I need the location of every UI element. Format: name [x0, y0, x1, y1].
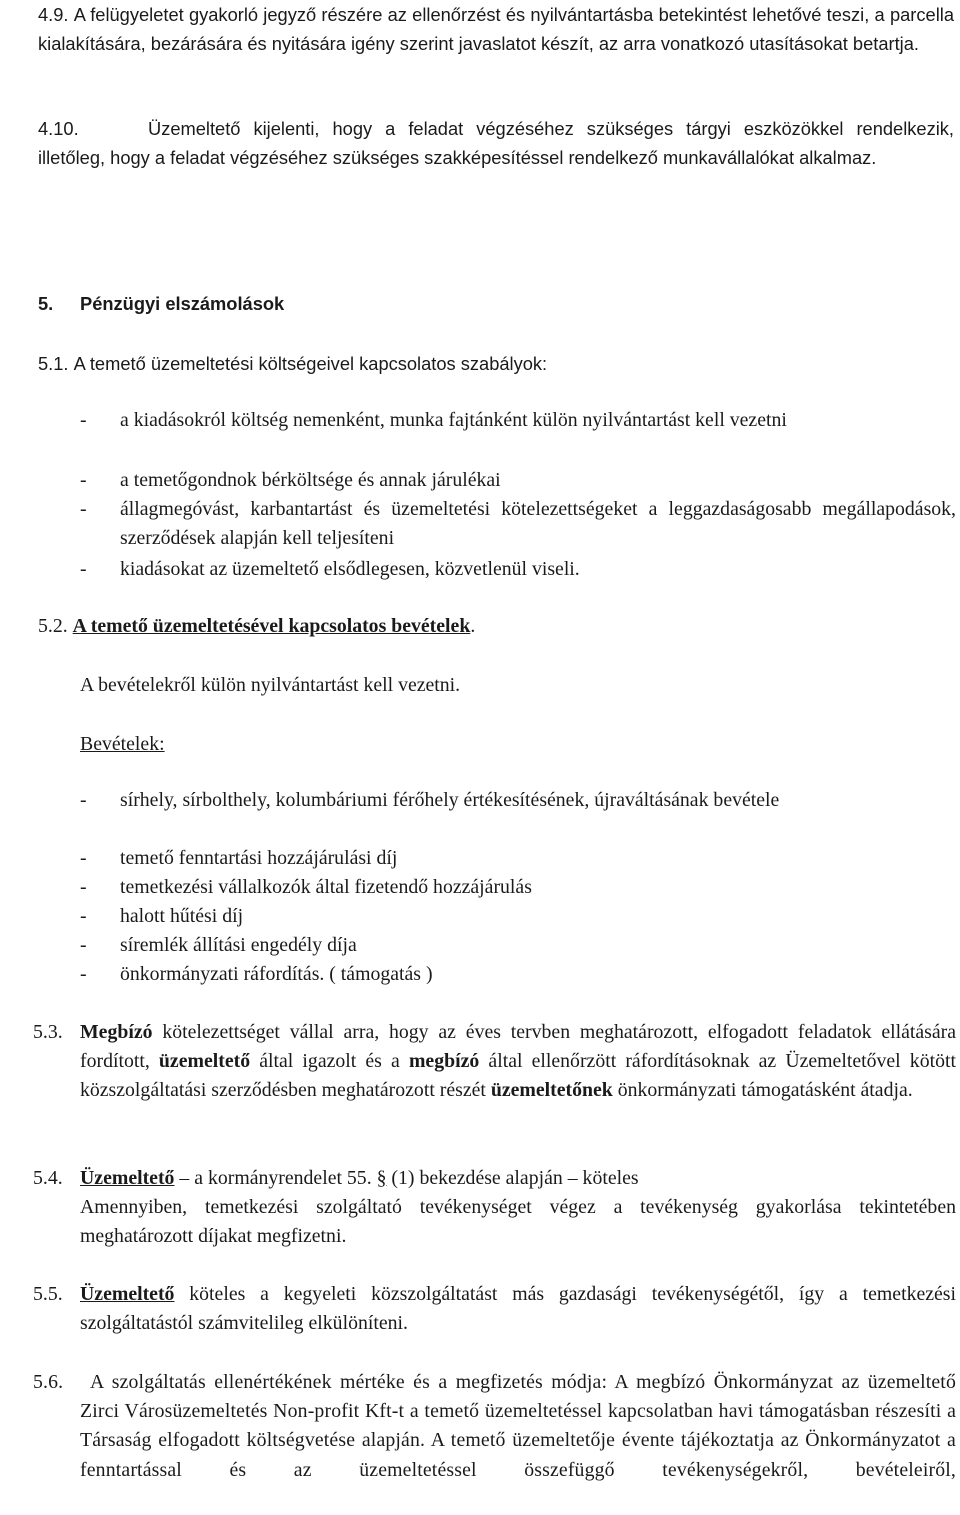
- keyword-uzemelteto: Üzemeltető: [80, 1167, 175, 1189]
- section-5-4-text: (1) bekezdése alapján – köteles: [386, 1167, 639, 1189]
- section-5-3: [33, 1018, 956, 1106]
- section-5-1-number: 5.1.: [38, 353, 69, 374]
- section-5-1-text: A temető üzemeltetési költségeivel kapcsolatos szabályok:: [73, 353, 548, 374]
- section-5-2-heading: [38, 612, 475, 641]
- list-dash: -: [80, 409, 87, 431]
- section-5-number: 5.: [38, 293, 54, 314]
- section-5-6-number: 5.6.: [33, 1371, 64, 1393]
- list-dash: -: [80, 498, 87, 520]
- list-item-text: a temetőgondnok bérköltsége és annak járulékai: [120, 469, 501, 491]
- keyword-uzemelteto: Üzemeltető: [80, 1283, 175, 1305]
- section-5-2-title-end: .: [470, 615, 476, 637]
- section-4-9-number: 4.9.: [38, 4, 69, 25]
- list-item: [80, 902, 956, 931]
- subheading-text: Bevételek:: [80, 733, 165, 755]
- list-item-text: síremlék állítási engedély díja: [120, 934, 357, 956]
- list-dash: -: [80, 789, 87, 811]
- section-4-10-text: Üzemeltető kijelenti, hogy a feladat végzéséhez szükséges tárgyi eszközökkel rendelkezik, illetőleg, hogy a feladat végzéséhez szükséges szakképesítéssel rendelkező munkavállalókat alkalmaz.: [38, 118, 954, 168]
- section-4-10-number: 4.10.: [38, 118, 79, 139]
- section-5-3-number: 5.3.: [33, 1021, 63, 1043]
- section-5-1: [38, 349, 547, 378]
- list-item: [80, 844, 956, 873]
- section-4-9: [38, 0, 954, 58]
- list-item: [80, 960, 956, 989]
- list-dash: -: [80, 963, 87, 985]
- section-5-5-number: 5.5.: [33, 1283, 63, 1305]
- section-5-3-text: kötelezettséget vállal arra, hogy az éves tervben meghatározott, elfogadott feladatok ellátására fordított,: [80, 1021, 956, 1073]
- keyword-uzemelteto: üzemeltető: [158, 1050, 251, 1073]
- list-item: [80, 873, 956, 902]
- section-5-4-first-line: [33, 1164, 639, 1193]
- list-item-text: önkormányzati ráfordítás. ( támogatás ): [120, 963, 433, 985]
- section-5-6-text: A szolgáltatás ellenértékének mértéke és a megfizetés módja: A megbízó Önkormányzat az üzemeltető Zirci Városüzemeltetés Non-profit Kft-t a temető üzemeltetéssel kapcsolatban havi támogatásban részesíti a Társaság elfogadott költségvetése alapján. A temető üzemeltetője évente tájékoztatja az Önkormányzatot a fenntartással és az üzemeltetéssel összefüggő tevékenységekről, bevételeiről,: [80, 1371, 956, 1481]
- list-item-text: sírhely, sírbolthely, kolumbáriumi férőhely értékesítésének, újraváltásának bevétele: [120, 789, 780, 811]
- section-5-4-text: – a kormányrendelet 55.: [174, 1167, 377, 1189]
- section-4-10: [38, 114, 954, 172]
- list-item-text: halott hűtési díj: [120, 905, 244, 927]
- section-5-2-note: A bevételekről külön nyilvántartást kell vezetni.: [80, 674, 461, 696]
- section-5-heading: [38, 289, 284, 318]
- list-item: [80, 555, 956, 584]
- section-4-9-text: A felügyeletet gyakorló jegyző részére az ellenőrzést és nyilvántartásba betekintést lehetővé teszi, a parcella kialakítására, bezárására és nyitására igény szerint javaslatot készít, az arra vonatkozó utasításokat betartja.: [38, 4, 954, 54]
- list-dash: -: [80, 847, 87, 869]
- section-5-4-body: Amennyiben, temetkezési szolgáltató tevékenységet végez a tevékenység gyakorlása tekintetében meghatározott díjakat megfizetni.: [80, 1196, 956, 1248]
- section-5-title: Pénzügyi elszámolások: [80, 293, 285, 314]
- list-dash: -: [80, 934, 87, 956]
- list-dash: -: [80, 558, 87, 580]
- list-item-text: kiadásokat az üzemeltető elsődlegesen, közvetlenül viseli.: [120, 558, 580, 580]
- keyword-uzemeltetonek: üzemeltetőnek: [490, 1079, 613, 1102]
- list-dash: -: [80, 905, 87, 927]
- section-5-2-subheading: [80, 730, 165, 759]
- section-5-3-text: által ellenőrzött ráfordításoknak az Üzemeltetővel kötött közszolgáltatási szerződésben meghatározott részét: [80, 1050, 956, 1102]
- section-5-3-text: önkormányzati támogatásként átadja.: [612, 1079, 913, 1102]
- keyword-megbizo: Megbízó: [80, 1021, 153, 1043]
- list-item-text: a kiadásokról költség nemenként, munka fajtánként külön nyilvántartást kell vezetni: [120, 409, 787, 431]
- keyword-megbizo: megbízó: [408, 1050, 480, 1073]
- list-dash: -: [80, 876, 87, 898]
- paragraph-sign: §: [376, 1167, 387, 1189]
- list-item-text: temető fenntartási hozzájárulási díj: [120, 847, 398, 869]
- list-item: [80, 406, 956, 435]
- list-item-text: temetkezési vállalkozók által fizetendő hozzájárulás: [120, 876, 532, 898]
- section-5-6: [33, 1368, 956, 1485]
- list-item: [80, 786, 956, 815]
- section-5-4-number: 5.4.: [33, 1167, 63, 1189]
- section-5-3-text: által igazolt és a: [250, 1050, 409, 1073]
- section-5-2-title: A temető üzemeltetésével kapcsolatos bevételek: [72, 615, 471, 637]
- section-5-2-number: 5.2.: [38, 615, 68, 637]
- section-5-5: [33, 1280, 956, 1338]
- list-item: [80, 931, 956, 960]
- list-item: [80, 495, 956, 553]
- list-item-text: állagmegóvást, karbantartást és üzemeltetési kötelezettségeket a leggazdaságosabb megállapodások, szerződések alapján kell teljesíteni: [120, 498, 956, 550]
- section-5-5-text: köteles a kegyeleti közszolgáltatást más gazdasági tevékenységétől, így a temetkezési szolgáltatástól számvitelileg elkülöníteni.: [80, 1283, 956, 1335]
- list-dash: -: [80, 469, 87, 491]
- list-item: [80, 466, 956, 495]
